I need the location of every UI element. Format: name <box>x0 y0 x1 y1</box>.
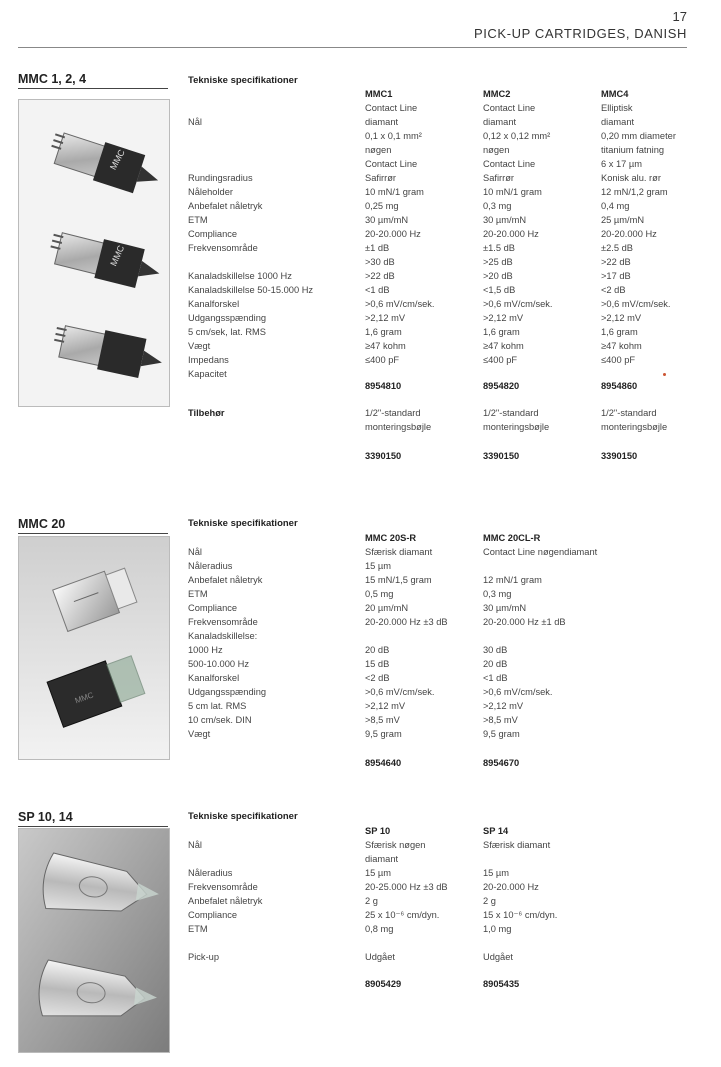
spec-value: 30 µm/mN <box>365 215 409 225</box>
spec-value <box>483 936 557 950</box>
spec-value: nøgen <box>365 145 392 155</box>
spec-value: >2,12 mV <box>365 313 406 323</box>
spec-value: 20 dB <box>365 645 390 655</box>
spec-value: >0,6 mV/cm/sek. <box>365 687 435 697</box>
spec-value: Contact Line <box>365 103 418 113</box>
spec-value: 10 mN/1 gram <box>483 187 542 197</box>
part-number: 8905435 <box>483 979 520 989</box>
spec-value: Safirrør <box>483 173 514 183</box>
spec-label: Vægt <box>188 729 211 739</box>
spec-value: 10 mN/1 gram <box>365 187 424 197</box>
spec-value: 12 mN/1,2 gram <box>601 187 668 197</box>
accessory-mmc2 <box>483 406 549 434</box>
spec-value: 20 µm/mN <box>365 603 409 613</box>
spec-value: Elliptisk <box>601 103 633 113</box>
spec-value: 0,25 mg <box>365 201 399 211</box>
section-title-mmc20: MMC 20 <box>18 517 66 531</box>
spec-labels-sp1014 <box>188 838 262 964</box>
spec-label: Frekvensområde <box>188 617 258 627</box>
spec-label: Kanalforskel <box>188 299 240 309</box>
spec-label: ETM <box>188 215 208 225</box>
spec-value: <1 dB <box>483 673 508 683</box>
spec-value: diamant <box>365 854 399 864</box>
spec-label: 10 cm/sek. DIN <box>188 715 252 725</box>
section-rule <box>18 533 168 534</box>
accessory-text: monteringsbøjle <box>483 422 550 432</box>
spec-label: Frekvensområde <box>188 243 258 253</box>
spec-value: >17 dB <box>601 271 631 281</box>
spec-value <box>483 852 557 866</box>
spec-value: >0,6 mV/cm/sek. <box>601 299 671 309</box>
spec-value: <1,5 dB <box>483 285 516 295</box>
svg-text:MMC: MMC <box>73 690 95 706</box>
part-number: 8954810 <box>365 381 402 391</box>
spec-value <box>483 559 597 573</box>
spec-column-sp14 <box>483 824 557 964</box>
spec-label: Anbefalet nåletryk <box>188 896 263 906</box>
accessory-part-number: 3390150 <box>483 451 520 461</box>
accessory-part-number: 3390150 <box>601 451 638 461</box>
column-header: MMC 20CL-R <box>483 533 541 543</box>
spec-value: >22 dB <box>365 271 395 281</box>
spec-value: Contact Line <box>483 159 536 169</box>
part-number: 8954640 <box>365 758 402 768</box>
spec-column-mmc1 <box>365 87 435 367</box>
spec-value: Udgået <box>483 952 513 962</box>
accessory-text: 1/2"-standard <box>483 408 539 418</box>
spec-value: 20-20.000 Hz ±3 dB <box>365 617 448 627</box>
spec-label: Nål <box>188 547 202 557</box>
column-header: MMC4 <box>601 89 629 99</box>
spec-value: ≤400 pF <box>365 355 400 365</box>
spec-value: >8,5 mV <box>483 715 518 725</box>
spec-value: >2,12 mV <box>483 313 524 323</box>
spec-label: Frekvensområde <box>188 882 258 892</box>
spec-title-sp1014: Tekniske specifikationer <box>188 811 298 822</box>
spec-label: Udgangsspænding <box>188 313 267 323</box>
spec-value: Sfærisk diamant <box>483 840 551 850</box>
spec-column-mmc2 <box>483 87 553 367</box>
spec-value: ±1 dB <box>365 243 390 253</box>
spec-label: Kanaladskillelse 50-15.000 Hz <box>188 285 314 295</box>
spec-value: 25 µm/mN <box>601 215 645 225</box>
spec-value <box>483 629 597 643</box>
spec-label: Anbefalet nåletryk <box>188 575 263 585</box>
spec-column-mmc20cl <box>483 531 597 741</box>
spec-value: diamant <box>365 117 399 127</box>
product-photo-mmc124 <box>18 99 170 407</box>
spec-value: 1,6 gram <box>601 327 638 337</box>
spec-value: 25 x 10⁻⁶ cm/dyn. <box>365 910 440 920</box>
spec-value: diamant <box>601 117 635 127</box>
section-title-mmc124: MMC 1, 2, 4 <box>18 72 87 86</box>
spec-label: Nåleradius <box>188 561 233 571</box>
spec-label: Kanalforskel <box>188 673 240 683</box>
spec-label: Compliance <box>188 910 238 920</box>
spec-value: 20-20.000 Hz <box>365 229 421 239</box>
spec-value: Sfærisk nøgen <box>365 840 426 850</box>
spec-value: 30 µm/mN <box>483 603 527 613</box>
spec-value: ≥47 kohm <box>601 341 642 351</box>
spec-column-mmc20s <box>365 531 448 741</box>
spec-value: >0,6 mV/cm/sek. <box>483 687 553 697</box>
column-header: MMC2 <box>483 89 511 99</box>
spec-value: <2 dB <box>365 673 390 683</box>
spec-label: ETM <box>188 924 208 934</box>
spec-value: 0,3 mg <box>483 589 512 599</box>
spec-label: Nål <box>188 840 202 850</box>
svg-text:MMC: MMC <box>107 147 127 172</box>
spec-value: Safirrør <box>365 173 396 183</box>
section-title-sp1014: SP 10, 14 <box>18 810 73 824</box>
spec-label: 1000 Hz <box>188 645 223 655</box>
spec-label: Nål <box>188 117 202 127</box>
ink-dot <box>663 373 666 376</box>
spec-value: 0,20 mm diameter <box>601 131 676 141</box>
section-rule <box>18 826 168 827</box>
spec-value: 12 mN/1 gram <box>483 575 542 585</box>
accessory-part-number: 3390150 <box>365 451 402 461</box>
spec-value: 30 µm/mN <box>483 215 527 225</box>
spec-value: Konisk alu. rør <box>601 173 661 183</box>
part-number: 8954820 <box>483 381 520 391</box>
spec-value: 20 dB <box>483 659 508 669</box>
spec-value: 15 dB <box>365 659 390 669</box>
spec-value: 20-25.000 Hz ±3 dB <box>365 882 448 892</box>
section-rule <box>18 88 168 89</box>
spec-value: 1,6 gram <box>483 327 520 337</box>
spec-label: Kanaladskillelse: <box>188 631 258 641</box>
accessory-text: 1/2"-standard <box>365 408 421 418</box>
spec-column-sp10 <box>365 824 448 964</box>
spec-value: 20-20.000 Hz ±1 dB <box>483 617 566 627</box>
spec-value: >0,6 mV/cm/sek. <box>365 299 435 309</box>
product-photo-sp1014 <box>18 828 170 1053</box>
column-header: SP 14 <box>483 826 509 836</box>
spec-value <box>365 629 448 643</box>
spec-value: 0,12 x 0,12 mm² <box>483 131 551 141</box>
spec-value: 15 mN/1,5 gram <box>365 575 432 585</box>
spec-value: 0,1 x 0,1 mm² <box>365 131 422 141</box>
accessory-text: monteringsbøjle <box>601 422 668 432</box>
spec-value: 0,3 mg <box>483 201 512 211</box>
spec-value: >25 dB <box>483 257 513 267</box>
spec-value: 2 g <box>365 896 378 906</box>
spec-label: Rundingsradius <box>188 173 253 183</box>
spec-value: >20 dB <box>483 271 513 281</box>
part-number: 8905429 <box>365 979 402 989</box>
column-header: SP 10 <box>365 826 391 836</box>
accessory-label: Tilbehør <box>188 408 225 418</box>
accessory-text: monteringsbøjle <box>365 422 432 432</box>
spec-labels-mmc124 <box>188 101 313 381</box>
column-header: MMC 20S-R <box>365 533 417 543</box>
spec-value: >30 dB <box>365 257 395 267</box>
spec-label: 5 cm/sek, lat. RMS <box>188 327 267 337</box>
accessory-text: 1/2"-standard <box>601 408 657 418</box>
spec-value: 20-20.000 Hz <box>483 882 539 892</box>
part-number: 8954670 <box>483 758 520 768</box>
spec-label: 500-10.000 Hz <box>188 659 249 669</box>
accessory-mmc1 <box>365 406 431 434</box>
spec-value: 15 µm <box>365 561 392 571</box>
spec-label: Compliance <box>188 603 238 613</box>
spec-value: 1,0 mg <box>483 924 512 934</box>
page-header: PICK-UP CARTRIDGES, DANISH <box>473 26 687 41</box>
svg-text:MMC: MMC <box>108 243 127 268</box>
spec-value: nøgen <box>483 145 510 155</box>
spec-value: >2,12 mV <box>483 701 524 711</box>
spec-label <box>188 143 313 157</box>
spec-value: <1 dB <box>365 285 390 295</box>
spec-value: Contact Line <box>365 159 418 169</box>
product-photo-mmc20 <box>18 536 170 760</box>
spec-label: Anbefalet nåletryk <box>188 201 263 211</box>
spec-value: Contact Line nøgendiamant <box>483 547 598 557</box>
spec-label <box>188 157 313 171</box>
spec-value: 6 x 17 µm <box>601 159 643 169</box>
spec-value: >0,6 mV/cm/sek. <box>483 299 553 309</box>
spec-value: 20-20.000 Hz <box>483 229 539 239</box>
header-rule <box>18 47 687 48</box>
spec-value: Contact Line <box>483 103 536 113</box>
spec-value: titanium fatning <box>601 145 665 155</box>
spec-label: Nåleholder <box>188 187 233 197</box>
spec-value: 0,5 mg <box>365 589 394 599</box>
page-number: 17 <box>672 9 687 24</box>
spec-value: 9,5 gram <box>483 729 520 739</box>
spec-label: ETM <box>188 589 208 599</box>
part-number: 8954860 <box>601 381 638 391</box>
spec-label: Pick-up <box>188 952 220 962</box>
spec-column-mmc4 <box>601 87 676 367</box>
spec-value: ≥47 kohm <box>365 341 406 351</box>
spec-label: Vægt <box>188 341 211 351</box>
spec-value: >22 dB <box>601 257 631 267</box>
spec-label <box>188 129 313 143</box>
spec-label <box>188 936 262 950</box>
spec-value: ≤400 pF <box>601 355 636 365</box>
spec-value: <2 dB <box>601 285 626 295</box>
spec-label: Nåleradius <box>188 868 233 878</box>
spec-value: 15 µm <box>483 868 510 878</box>
spec-value: ≤400 pF <box>483 355 518 365</box>
spec-value: >8,5 mV <box>365 715 400 725</box>
spec-label: Kapacitet <box>188 369 227 379</box>
spec-value: 2 g <box>483 896 496 906</box>
spec-label: Impedans <box>188 355 229 365</box>
spec-value: 0,8 mg <box>365 924 394 934</box>
spec-value: diamant <box>483 117 517 127</box>
spec-value: >2,12 mV <box>365 701 406 711</box>
spec-label: 5 cm lat. RMS <box>188 701 247 711</box>
spec-value: ±1.5 dB <box>483 243 515 253</box>
spec-labels-mmc20 <box>188 545 266 741</box>
column-header: MMC1 <box>365 89 393 99</box>
spec-value: 1,6 gram <box>365 327 402 337</box>
spec-label <box>188 255 313 269</box>
spec-value <box>365 936 448 950</box>
spec-value: ±2.5 dB <box>601 243 633 253</box>
spec-value: 0,4 mg <box>601 201 630 211</box>
spec-value: >2,12 mV <box>601 313 642 323</box>
spec-label: Udgangsspænding <box>188 687 267 697</box>
spec-title-mmc20: Tekniske specifikationer <box>188 518 298 529</box>
spec-label <box>188 852 262 866</box>
spec-value: 9,5 gram <box>365 729 402 739</box>
spec-value: Sfærisk diamant <box>365 547 433 557</box>
spec-value: 30 dB <box>483 645 508 655</box>
spec-value: 20-20.000 Hz <box>601 229 657 239</box>
spec-value: Udgået <box>365 952 395 962</box>
spec-value: 15 x 10⁻⁶ cm/dyn. <box>483 910 558 920</box>
spec-label: Compliance <box>188 229 238 239</box>
spec-value: 15 µm <box>365 868 392 878</box>
spec-label: Kanaladskillelse 1000 Hz <box>188 271 292 281</box>
spec-value: ≥47 kohm <box>483 341 524 351</box>
accessory-mmc4 <box>601 406 667 434</box>
spec-title-mmc124: Tekniske specifikationer <box>188 75 298 86</box>
